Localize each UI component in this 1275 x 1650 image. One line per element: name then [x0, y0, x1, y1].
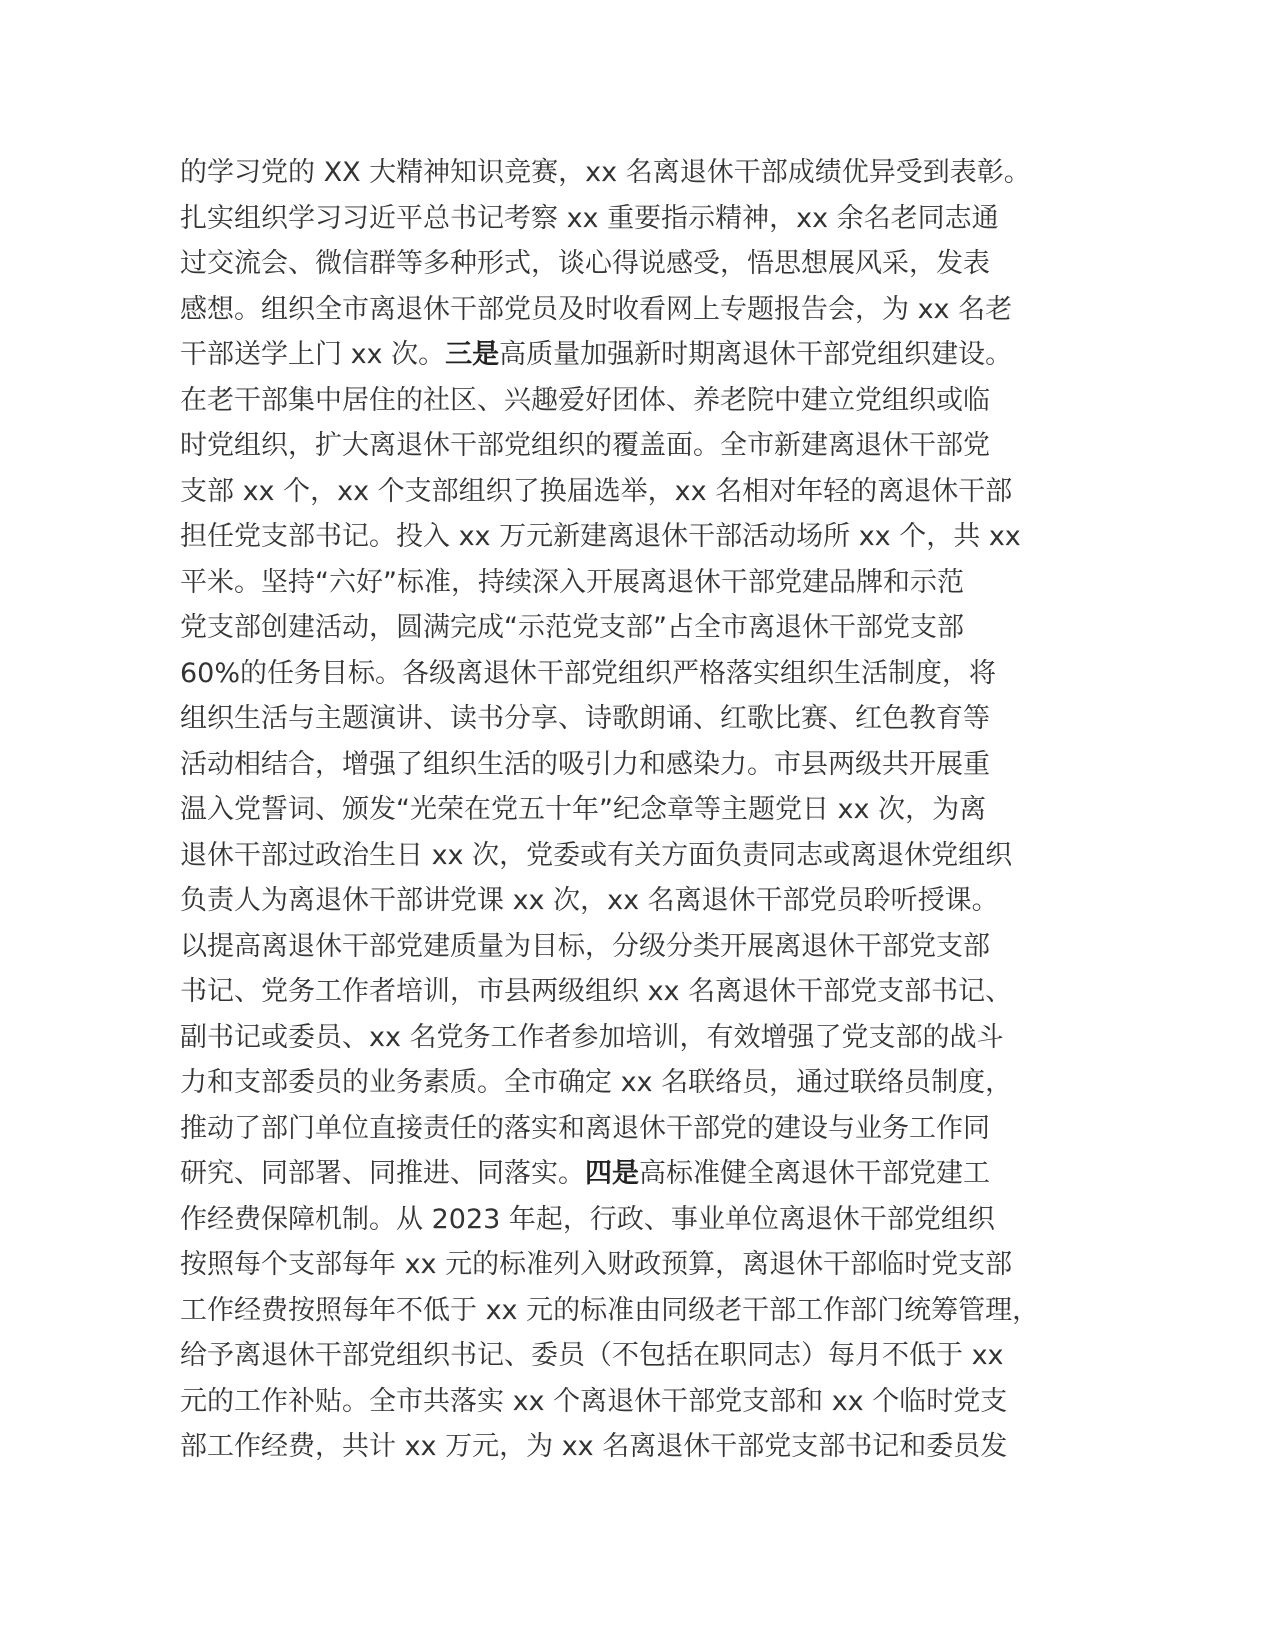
text-line: [180, 332, 1080, 378]
text-line: [180, 878, 1080, 924]
text-line: [180, 1242, 1080, 1288]
line-text: 负责人为离退休干部讲党课 xx 次，xx 名离退休干部党员聆听授课。: [180, 885, 999, 916]
line-text: 在老干部集中居住的社区、兴趣爱好团体、养老院中建立党组织或临: [180, 384, 990, 416]
line-text: 部工作经费，共计 xx 万元，为 xx 名离退休干部党支部书记和委员发: [180, 1431, 1008, 1462]
line-text: 平米。坚持“六好”标准，持续深入开展离退休干部党建品牌和示范: [180, 566, 964, 598]
text-line: [180, 742, 1080, 788]
text-line: [180, 287, 1080, 333]
line-text: 的学习党的 XX 大精神知识竞赛，xx 名离退休干部成绩优异受到表彰。: [180, 157, 1031, 188]
line-text: 给予离退休干部党组织书记、委员（不包括在职同志）每月不低于 xx: [180, 1340, 1004, 1371]
text-line: [180, 469, 1080, 515]
text-line: [180, 378, 1080, 424]
line-text: 研究、同部署、同推进、同落实。: [180, 1158, 585, 1189]
text-line: [180, 1288, 1080, 1334]
line-text: 元的工作补贴。全市共落实 xx 个离退休干部党支部和 xx 个临时党支: [180, 1385, 1008, 1417]
text-line: [180, 833, 1080, 879]
line-text: 作经费保障机制。从 2023 年起，行政、事业单位离退休干部党组织: [180, 1203, 995, 1235]
section-marker: 四是: [585, 1158, 639, 1189]
line-text: 以提高离退休干部党建质量为目标，分级分类开展离退休干部党支部: [180, 930, 990, 962]
line-text: 60%的任务目标。各级离退休干部党组织严格落实组织生活制度，将: [180, 657, 997, 689]
section-marker: 三是: [445, 339, 500, 370]
text-line: [180, 423, 1080, 469]
text-line: [180, 560, 1080, 606]
text-line: [180, 1106, 1080, 1152]
line-text: 党支部创建活动，圆满完成“示范党支部”占全市离退休干部党支部: [180, 612, 964, 643]
line-text: 支部 xx 个，xx 个支部组织了换届选举，xx 名相对年轻的离退休干部: [180, 475, 1013, 507]
line-text: 工作经费按照每年不低于 xx 元的标准由同级老干部工作部门统筹管理，: [180, 1294, 1040, 1326]
text-line: [180, 1333, 1080, 1379]
line-text: 推动了部门单位直接责任的落实和离退休干部党的建设与业务工作同: [180, 1112, 990, 1144]
line-text: 干部送学上门 xx 次。: [180, 339, 446, 370]
line-text: 感想。组织全市离退休干部党员及时收看网上专题报告会，为 xx 名老: [180, 293, 1013, 325]
text-line: [180, 196, 1080, 242]
text-line: [180, 924, 1080, 970]
line-text: 担任党支部书记。投入 xx 万元新建离退休干部活动场所 xx 个，共 xx: [180, 521, 1021, 552]
text-line: [180, 1015, 1080, 1061]
line-text: 组织生活与主题演讲、读书分享、诗歌朗诵、红歌比赛、红色教育等: [180, 703, 990, 734]
text-line: [180, 1379, 1080, 1425]
line-text: 力和支部委员的业务素质。全市确定 xx 名联络员，通过联络员制度，: [180, 1067, 1013, 1098]
text-line: [180, 150, 1080, 196]
text-line: [180, 651, 1080, 697]
text-line: [180, 605, 1080, 651]
line-text: 书记、党务工作者培训，市县两级组织 xx 名离退休干部党支部书记、: [180, 976, 1013, 1007]
text-line: [180, 696, 1080, 742]
line-text: 扎实组织学习习近平总书记考察 xx 重要指示精神，xx 余名老同志通: [180, 202, 999, 234]
text-line: [180, 514, 1080, 560]
line-text: 活动相结合，增强了组织生活的吸引力和感染力。市县两级共开展重: [180, 748, 990, 780]
text-line: [180, 241, 1080, 287]
text-line: [180, 787, 1080, 833]
text-line: [180, 1197, 1080, 1243]
line-text: 时党组织，扩大离退休干部党组织的覆盖面。全市新建离退休干部党: [180, 430, 990, 461]
line-text: 温入党誓词、颁发“光荣在党五十年”纪念章等主题党日 xx 次，为离: [180, 794, 987, 825]
text-line: [180, 1060, 1080, 1106]
line-text: 按照每个支部每年 xx 元的标准列入财政预算，离退休干部临时党支部: [180, 1249, 1013, 1280]
text-line: [180, 969, 1080, 1015]
text-line: [180, 1424, 1080, 1470]
text-line: [180, 1151, 1080, 1197]
line-text: 退休干部过政治生日 xx 次，党委或有关方面负责同志或离退休党组织: [180, 839, 1013, 871]
line-text-continued: 高质量加强新时期离退休干部党组织建设。: [499, 339, 1013, 370]
line-text-continued: 高标准健全离退休干部党建工: [639, 1158, 990, 1189]
body-paragraph: [180, 150, 1080, 1470]
line-text: 过交流会、微信群等多种形式，谈心得说感受，悟思想展风采，发表: [180, 248, 990, 279]
line-text: 副书记或委员、xx 名党务工作者参加培训，有效增强了党支部的战斗: [180, 1021, 1004, 1053]
